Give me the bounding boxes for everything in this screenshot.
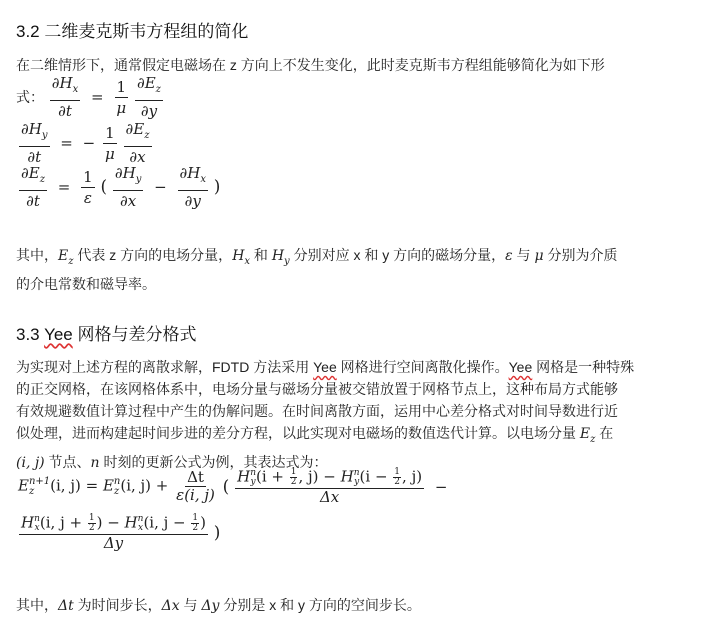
eq2-lhs-fraction: $\frac{\partial H_y}{\partial t}$ (21, 120, 48, 166)
intro-paragraph (16, 54, 692, 76)
equation-3: $\frac{\partial E_z}{\partial t}$ = $\frac{1}{\varepsilon}$ ( $\frac{\partial H_y}{\partial x}$ − $\frac{\partial H_x}{\partial y}$ ) (21, 164, 221, 210)
section-heading-3-3: 3.3 Yee 网格与差分格式 (16, 325, 197, 344)
dt-over-eps-fraction: $\frac{\Delta t}{\varepsilon(i, j)}$ (176, 468, 215, 504)
update-equation-line1: E n+1 z (i, j) = E n z (i, j) + $\frac{\Delta t}{\varepsilon(i, j)}$ ( H n y (i + $\frac{1}{2}$ , j) − H n y (i − $\frac{1}{2}$ , j) Δx − (18, 467, 448, 506)
eq3-coef-fraction: $\frac{1}{\varepsilon}$ (83, 167, 93, 207)
section2-note: 其中，Δt 为时间步长，Δx 与 Δy 分别是 x 和 y 方向的空间步长。 (16, 597, 421, 614)
intro-text: 在二维情形下，通常假定电磁场在 z 方向上不发生变化，此时麦克斯韦方程组能够简化为如下形 (16, 57, 605, 73)
intro-continuation: 式： (16, 89, 44, 105)
eq3-b-fraction: $\frac{\partial H_x}{\partial y}$ (179, 164, 207, 210)
section1-note: 其中，$E_z$ 代表 z 方向的电场分量，$H_x$ 和 $H_y$ 分别对应 x 和 y 方向的磁场分量，ε 与 μ 分别为介质 的介电常数和磁导率。 (16, 247, 618, 292)
section-heading-3-2: 3.2 二维麦克斯韦方程组的简化 (16, 22, 249, 41)
hx-difference-fraction: H n x (i, j + $\frac{1}{2}$ ) − H n x (i, j − $\frac{1}{2}$ ) Δy (21, 513, 206, 552)
equation-1: 式： $\frac{\partial H_x}{\partial t}$ = $\frac{1}{\mu}$ $\frac{\partial E_z}{\partial y}$ (16, 74, 161, 120)
eq1-lhs-fraction: $\frac{\partial H_x}{\partial t}$ (51, 74, 79, 120)
eq3-lhs-fraction: $\frac{\partial E_z}{\partial t}$ (21, 164, 45, 210)
section2-paragraph: 为实现对上述方程的离散求解，FDTD 方法采用 Yee 网格进行空间离散化操作。Yee 网格是一种特殊 的正交网格，在该网格体系中，电场分量与磁场分量被交错放置于网格节点上，这种布局方式能够 有效规避数值计算过程中产生的伪解问题。在时间离散方面，运用中心差分格式对时间导数进行近 似处理，进而构建起时间步进的差分方程，以此实现对电磁场的数值迭代计算。以电场分量 $E_z$ 在 (i, j) 节点、n 时刻的更新公式为例，其表达式为： (16, 359, 635, 471)
eq2-rhs-fraction: $\frac{\partial E_z}{\partial x}$ (125, 120, 150, 166)
update-equation-line2: H n x (i, j + $\frac{1}{2}$ ) − H n x (i, j − $\frac{1}{2}$ ) Δy ) (21, 513, 221, 552)
eq2-coef-fraction: $\frac{1}{\mu}$ (105, 123, 115, 163)
eq1-coef-fraction: $\frac{1}{\mu}$ (116, 77, 127, 117)
equation-2: $\frac{\partial H_y}{\partial t}$ = − $\frac{1}{\mu}$ $\frac{\partial E_z}{\partial x}$ (21, 120, 150, 166)
eq3-a-fraction: $\frac{\partial H_y}{\partial x}$ (114, 164, 142, 210)
hy-difference-fraction: H n y (i + $\frac{1}{2}$ , j) − H n y (i − $\frac{1}{2}$ , j) Δx (237, 467, 423, 506)
eq1-rhs-fraction: $\frac{\partial E_z}{\partial y}$ (136, 74, 161, 120)
